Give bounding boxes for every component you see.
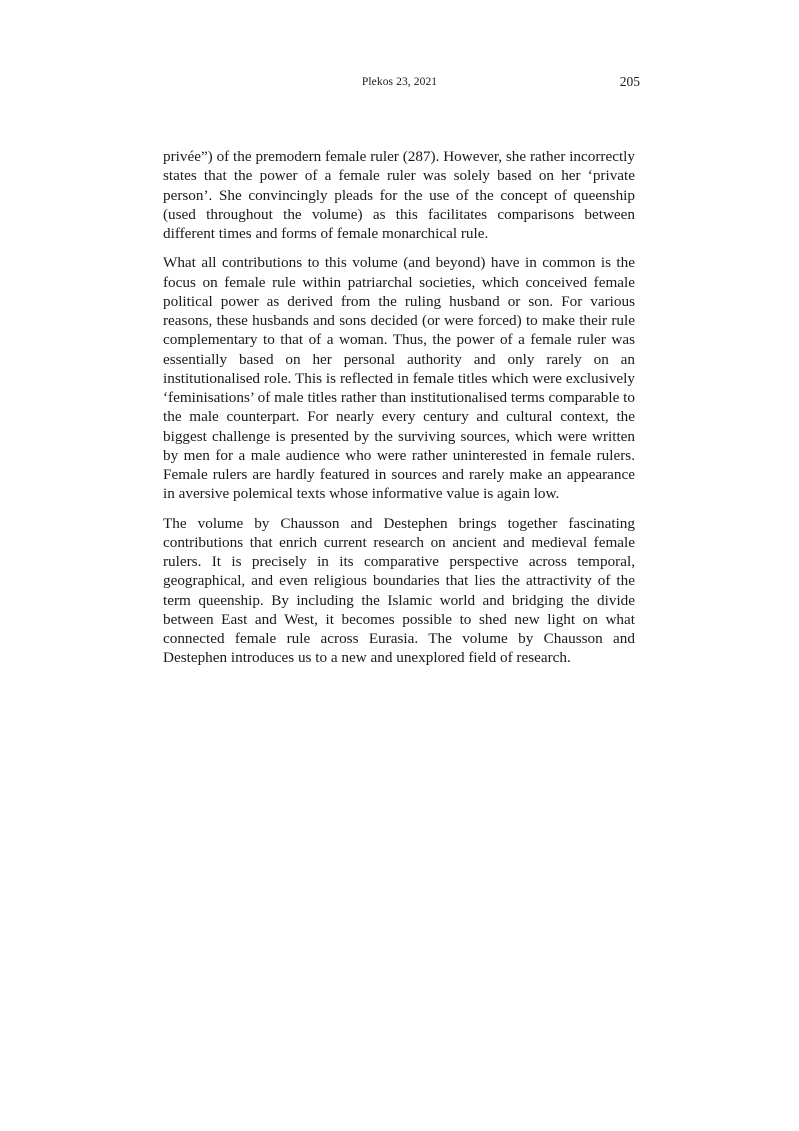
journal-citation: Plekos 23, 2021 (361, 76, 438, 88)
paragraph: privée”) of the premodern female ruler (287). However, she rather incorrectly states that the power of a female ruler was solely based on her ‘private person’. She convincingly pleads for the use of the concept of queenship (used throughout the volume) as this facilitates comparisons between different times and forms of female monarchical rule. (163, 148, 635, 242)
paragraph: The volume by Chausson and Destephen brings together fascinating contributions that enrich current research on ancient and medieval female rulers. It is precisely in its comparative perspective across temporal, geographical, and even religious boundaries that lies the attractivity of the term queenship. By including the Islamic world and bridging the divide between East and West, it becomes possible to shed new light on what connected female rule across Eurasia. The volume by Chausson and Destephen introduces us to a new and unexplored field of research. (163, 514, 635, 667)
paragraph: What all contributions to this volume (and beyond) have in common is the focus on female rule within patriarchal societies, which conceived female political power as derived from the ruling husband or son. For various reasons, these husbands and sons decided (or were forced) to make their rule complementary to that of a woman. Thus, the power of a female ruler was essentially based on her personal authority and only rarely on an institutionalised role. This is reflected in female titles which were exclusively ‘feminisations’ of male titles rather than institutionalised terms comparable to the male counterpart. For nearly every century and cultural context, the biggest challenge is presented by the surviving sources, which were written by men for a male audience who were rather uninterested in female rulers. Female rulers are hardly featured in sources and rarely make an appearance in aversive polemical texts whose informative value is again low. (163, 254, 635, 503)
body-text (163, 147, 635, 678)
page-number: 205 (619, 74, 640, 89)
running-header (0, 76, 799, 92)
